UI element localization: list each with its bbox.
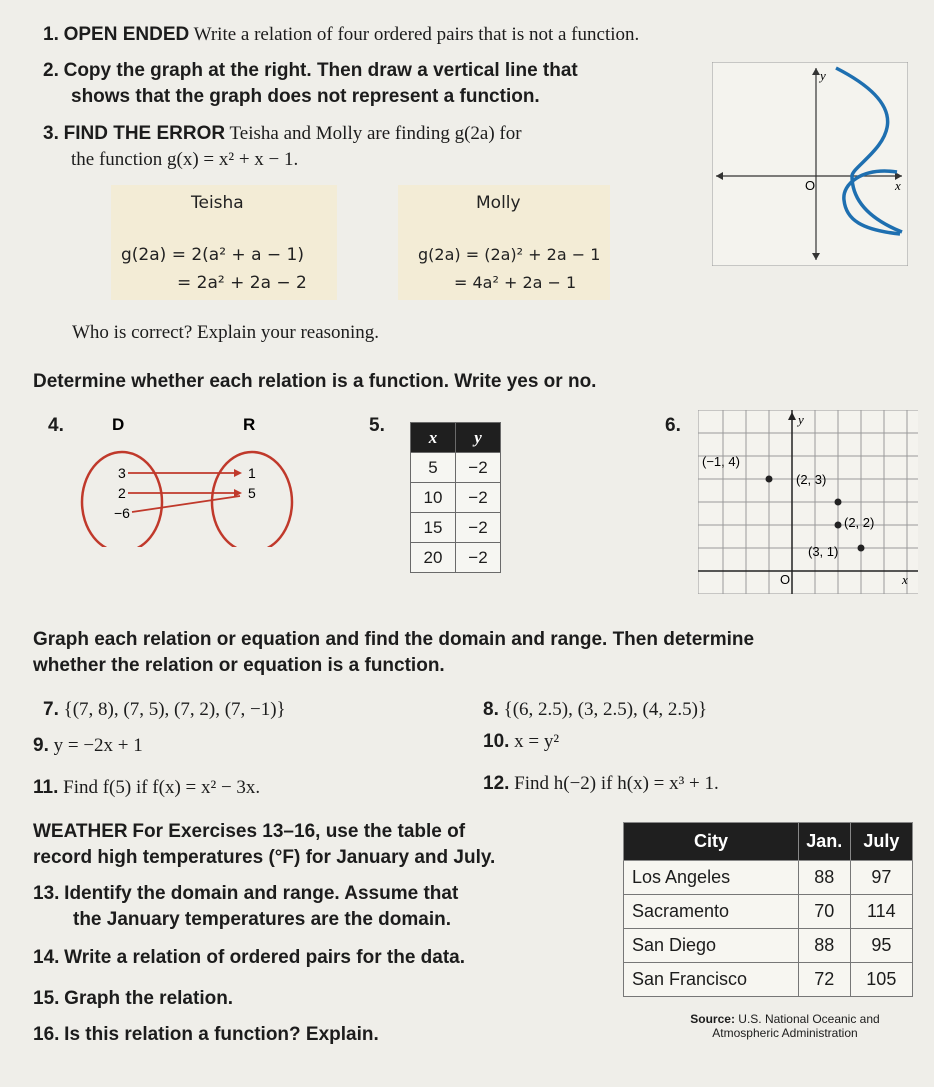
- molly-card: [398, 185, 610, 300]
- problem-2: 2. Copy the graph at the right. Then draw a vertical line that shows that the graph does not represent a function.: [43, 60, 578, 107]
- problem-13: 13. Identify the domain and range. Assume that the January temperatures are the domain.: [33, 883, 459, 930]
- table-row: 10 −2: [411, 483, 501, 513]
- table-row: San Diego 88 95: [624, 929, 913, 963]
- problem-1: 1. OPEN ENDED Write a relation of four ordered pairs that is not a function.: [43, 24, 640, 45]
- range-label: R: [243, 415, 256, 434]
- problem-14: 14. Write a relation of ordered pairs for the data.: [33, 947, 466, 968]
- point-label: (2, 3): [796, 472, 827, 487]
- table-row: 15 −2: [411, 513, 501, 543]
- problem-2-graph: [712, 62, 908, 266]
- problem-11: 11. Find f(5) if f(x) = x² − 3x.: [33, 777, 261, 798]
- problem-4-mapping: [76, 412, 296, 547]
- table-header-y: y: [456, 423, 501, 453]
- point-marker: [835, 499, 842, 506]
- graph-6-y-label: y: [798, 412, 804, 427]
- table-row: Los Angeles 88 97: [624, 861, 913, 895]
- graph-heading-line-1: Graph each relation or equation and find the domain and range. Then determine: [33, 629, 755, 650]
- problem-10: 10. x = y²: [483, 731, 560, 752]
- teisha-line-2: = 2a² + 2a − 2: [177, 273, 307, 293]
- teisha-card: [111, 185, 337, 300]
- molly-line-2: = 4a² + 2a − 1: [454, 273, 577, 292]
- molly-name: Molly: [476, 193, 521, 213]
- graph-heading-line-2: whether the relation or equation is a function.: [33, 655, 445, 676]
- domain-value: 2: [118, 485, 126, 501]
- problem-6-num: 6.: [665, 415, 681, 436]
- point-marker: [858, 545, 865, 552]
- teisha-line-1: g(2a) = 2(a² + a − 1): [121, 245, 304, 265]
- point-label: (3, 1): [808, 544, 839, 559]
- weather-intro: WEATHER For Exercises 13–16, use the table of record high temperatures (°F) for January and July.: [33, 821, 496, 868]
- range-value: 1: [248, 465, 256, 481]
- problem-1-text: Write a relation of four ordered pairs that is not a function.: [193, 24, 640, 45]
- problem-8: 8. {(6, 2.5), (3, 2.5), (4, 2.5)}: [483, 699, 708, 720]
- problem-9: 9. y = −2x + 1: [33, 735, 143, 756]
- problem-4-num: 4.: [48, 415, 64, 436]
- temperature-table: [623, 822, 913, 997]
- problem-1-label: OPEN ENDED: [63, 24, 190, 45]
- point-marker: [766, 476, 773, 483]
- molly-line-1: g(2a) = (2a)² + 2a − 1: [418, 245, 601, 264]
- source-note: Source: U.S. National Oceanic and Atmospheric Administration: [690, 1012, 880, 1040]
- table-row: San Francisco 72 105: [624, 963, 913, 997]
- problem-6-graph: [698, 410, 918, 594]
- problem-12: 12. Find h(−2) if h(x) = x³ + 1.: [483, 773, 719, 794]
- table-header-x: x: [411, 423, 456, 453]
- graph-6-x-label: x: [902, 572, 908, 587]
- point-label: (2, 2): [844, 515, 875, 530]
- domain-label: D: [112, 415, 125, 434]
- table-row: 20 −2: [411, 543, 501, 573]
- teisha-name: Teisha: [191, 193, 244, 213]
- table-row: Sacramento 70 114: [624, 895, 913, 929]
- section-heading: Determine whether each relation is a function. Write yes or no.: [33, 371, 597, 392]
- point-label: (−1, 4): [702, 454, 740, 469]
- graph-origin-label: O: [805, 178, 816, 193]
- domain-value: −6: [114, 505, 130, 521]
- graph-6-origin: O: [780, 572, 791, 587]
- table-header-city: City: [624, 823, 799, 861]
- graph-x-label: x: [895, 178, 901, 193]
- graph-y-label: y: [820, 68, 826, 83]
- problem-3-question: Who is correct? Explain your reasoning.: [72, 322, 380, 343]
- table-header-jan: Jan.: [798, 823, 850, 861]
- problem-15: 15. Graph the relation.: [33, 988, 234, 1009]
- table-header-july: July: [850, 823, 912, 861]
- problem-5-num: 5.: [369, 415, 385, 436]
- point-marker: [835, 522, 842, 529]
- problem-3: 3. FIND THE ERROR Teisha and Molly are finding g(2a) for the function g(x) = x² + x − 1.: [43, 123, 522, 170]
- problem-5-table: [410, 422, 501, 573]
- range-value: 5: [248, 485, 256, 501]
- problem-16: 16. Is this relation a function? Explain.: [33, 1024, 379, 1045]
- domain-value: 3: [118, 465, 126, 481]
- problem-7: 7. {(7, 8), (7, 5), (7, 2), (7, −1)}: [43, 699, 286, 720]
- table-row: 5 −2: [411, 453, 501, 483]
